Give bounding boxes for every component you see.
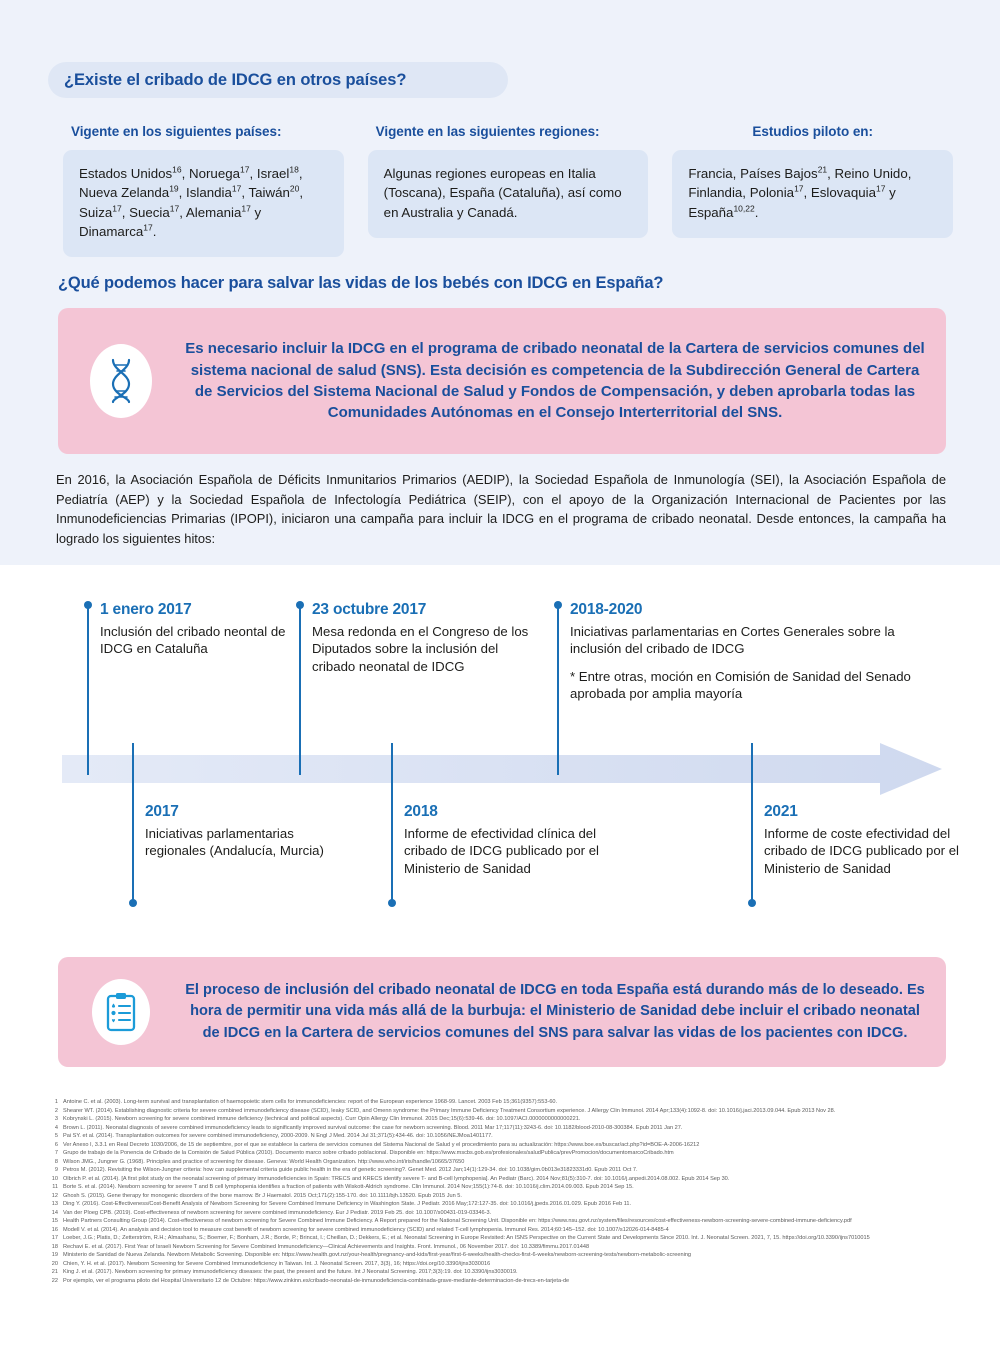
reference-text: Brown L. (2011). Neonatal diagnosis of severe combined immunodeficiency leads to significantly improved survival outcome: the case for newborn screening. Blood. 2011 Mar 17;117(11):3243-6. doi: 10.1182/blood-2010-08-300384. Epub 2011 Jan 27. — [63, 1124, 683, 1131]
timeline-top-item-2 — [300, 601, 530, 675]
reference-text: Loeber, J.G.; Platis, D.; Zetterström, R.H.; Almashanu, S.; Boemer, F.; Bonham, J.R.; Borde, P.; Brincat, I.; Cheillan, D.; Dekkers, E.; et al. Neonatal Screening in Europe Revisited: An ISNS Perspective on the Current State and Developments Since 2010. Int. J. Neonatal Screen. 2021, 7, 15. https://doi.org/10.3390/ijns7010015 — [63, 1235, 870, 1241]
column-box — [368, 150, 649, 238]
reference-text: Wilson JMG., Jungner G. (1968). Principles and practice of screening for disease. Geneva: World Health Organization. http://www.who.int/iris/handle/10665/37650 — [63, 1158, 465, 1165]
reference-number: 22 — [51, 1277, 58, 1284]
reference-text: Ghosh S. (2015). Gene therapy for monogenic disorders of the bone marrow. Br J Haematol. 2015 Oct;171(2):155-170. doi: 10.1111/bjh.13520. Epub 2015 Jun 5. — [63, 1192, 462, 1199]
reference-number: 4 — [54, 1124, 58, 1131]
campaign-paragraph: En 2016, la Asociación Española de Déficits Inmunitarios Primarios (AEDIP), la Sociedad Española de Inmunología (SEI), la Asociación Española de Pediatría (AEP) y la Sociedad Española de Infectología Pediátrica (SEIP), con el apoyo de la Organización Internacional de Pacientes por las Inmunodeficiencias Primarias (IPOPI), iniciaron una campaña para incluir la IDCG en el programa de cribado neonatal. Desde entonces, la campaña ha logrado los siguientes hitos: — [56, 472, 946, 546]
timeline-item-desc: Inclusión del cribado neontal de IDCG en Cataluña — [100, 624, 286, 657]
column-title: Estudios piloto en: — [752, 124, 873, 139]
timeline-top-item-1 — [88, 601, 288, 658]
reference-text: Pai SY. et al. (2014). Transplantation outcomes for severe combined immunodeficiency, 2000-2009. N Engl J Med. 2014 Jul 31;371(5):434-46. doi: 10.1056/NEJMoa1401177. — [63, 1133, 493, 1139]
reference-number: 12 — [51, 1192, 58, 1199]
banner-text: El proceso de inclusión del cribado neonatal de IDCG en toda España está durando más de lo deseado. Es hora de permitir una vida más allá de la burbuja: el Ministerio de Sanidad debe incluir el cribado neonatal de IDCG en la Cartera de servicios comunes del SNS para salvar las vidas de los pacientes con IDCG. — [185, 982, 925, 1041]
timeline-item-note: * Entre otras, moción en Comisión de Sanidad del Senado aprobada por amplia mayoría — [570, 668, 911, 702]
reference-text: Ding Y. (2016). Cost-Effectiveness/Cost-Benefit Analysis of Newborn Screening for Severe Combined Immune Deficiency in Washington State. J Pediatr. 2016 May;172:127-35. doi: 10.1016/j.jpeds.2016.01.029. Epub 2016 Feb 11. — [63, 1201, 632, 1207]
reference-text: Van der Ploeg CPB. (2019). Cost-effectiveness of newborn screening for severe combined immunodeficiency. Eur J Pediatr. 2019 Feb 25. doi: 10.1007/s00431-019-03346-3. — [63, 1209, 492, 1216]
timeline-top-item-3 — [558, 601, 948, 703]
reference-item — [50, 1243, 970, 1252]
reference-item — [50, 1132, 970, 1141]
reference-text: Kobrynski L. (2015). Newborn screening for severe combined immune deficiency (technical and political aspects). Curr Opin Allergy Clin Immunol. 2015 Dec;15(6):539-46. doi: 10.1097/ACI.0000000000000221. — [63, 1116, 581, 1122]
reference-number: 1 — [54, 1099, 58, 1105]
reference-item — [50, 1115, 970, 1124]
reference-number: 6 — [54, 1141, 58, 1148]
timeline-item-body — [752, 785, 962, 877]
reference-item — [50, 1183, 970, 1192]
timeline-item-year: 2021 — [764, 803, 798, 820]
reference-number: 16 — [51, 1226, 58, 1233]
reference-text: Ver Anexo I, 3.3.1 en Real Decreto 1030/2006, de 15 de septiembre, por el que se establece la cartera de servicios comunes del Sistema Nacional de Salud y el procedimiento para su actualización: https://www.boe.es/buscar/act.php?id=BOE-A-2006-16212 — [63, 1141, 700, 1148]
timeline-item-body — [558, 601, 948, 703]
reference-number: 9 — [54, 1167, 58, 1173]
column-box — [63, 150, 344, 257]
timeline-stem — [87, 605, 89, 775]
timeline-item-desc: Iniciativas parlamentarias regionales (Andalucía, Murcia) — [145, 826, 324, 859]
section-action-heading: ¿Qué podemos hacer para salvar las vidas de los bebés con IDCG en España? — [58, 274, 664, 292]
reference-number: 19 — [51, 1252, 58, 1258]
column-body: Francia, Países Bajos$^{21}$, Reino Unido, Finlandia, Polonia$^{17}$, Eslovaquia$^{17}$ y España$^{10,22}$. — [688, 164, 912, 220]
reference-number: 17 — [51, 1235, 58, 1241]
reference-item — [50, 1124, 970, 1133]
timeline-item-desc: Mesa redonda en el Congreso de los Diputados sobre la inclusión del cribado neonatal de IDCG — [312, 624, 529, 674]
reference-item — [50, 1260, 970, 1269]
icon-oval-background — [90, 344, 152, 418]
reference-text: Health Partners Consulting Group (2014). Cost-effectiveness of newborn screening for Severe Combined Immune Deficiency. A Report prepared for the National Screening Unit. Disponible en: https://www.nsu.govt.nz/system/files/resources/cost-effectiveness-newborn-screening-severe-combined-immune-deficiency.pdf — [63, 1218, 852, 1224]
timeline-item-body — [392, 785, 622, 877]
reference-number: 7 — [54, 1150, 58, 1156]
reference-item — [50, 1158, 970, 1167]
timeline-stem — [557, 605, 559, 775]
banner-icon-container — [58, 344, 184, 418]
reference-text: King J. et al. (2017). Newborn screening for primary immunodeficiency diseases: the past, the present and the future. Int J Neonatal Screening. 2017;3(3):19. doi: 10.3390/ijns3030019. — [63, 1269, 518, 1275]
reference-item — [50, 1166, 970, 1175]
reference-item — [50, 1234, 970, 1243]
reference-item — [50, 1141, 970, 1150]
timeline-stem — [391, 743, 393, 903]
column-body: Algunas regiones europeas en Italia (Toscana), España (Cataluña), así como en Australia y Canadá. — [383, 166, 622, 220]
reference-text: Antoine C. et al. (2003). Long-term survival and transplantation of haemopoietic stem cells for immunodeficiencies: report of the European experience 1968-99. Lancet. 2003 Feb 15;361(9357):553-60. — [63, 1099, 558, 1105]
reference-item — [50, 1251, 970, 1260]
timeline-stem — [299, 605, 301, 775]
reference-number: 13 — [51, 1201, 58, 1207]
reference-number: 18 — [51, 1243, 58, 1250]
references-list — [50, 1098, 970, 1285]
reference-item — [50, 1175, 970, 1184]
icon-oval-background — [92, 979, 150, 1045]
reference-item — [50, 1149, 970, 1158]
column-body: Estados Unidos$^{16}$, Noruega$^{17}$, Israel$^{18}$, Nueva Zelanda$^{19}$, Islandia$^{17}$, Taiwán$^{20}$, Suiza$^{17}$, Suecia$^{17}$, Alemania$^{17}$ y Dinamarca$^{17}$. — [79, 164, 304, 239]
timeline — [0, 565, 1000, 955]
reference-text: Petros M. (2012). Revisiting the Wilson-Jungner criteria: how can supplemental criteria guide public health in the era of genetic screening?. Genet Med. 2012 Jan;14(1):129-34. doi: 10.1038/gim.0b013e31823331d0. Epub 2011 Oct 7. — [63, 1167, 638, 1173]
reference-text: Borte S. et al. (2014). Newborn screening for severe T and B cell lymphopenia identifies a fraction of patients with Wiskott-Aldrich syndrome. Clin Immunol. 2014 Nov;155(1):74-8. doi: 10.1016/j.clim.2014.09.003. Epub 2014 Sep 15. — [63, 1184, 634, 1190]
reference-item — [50, 1192, 970, 1201]
timeline-item-year: 2018-2020 — [570, 601, 643, 618]
dna-icon — [104, 357, 138, 405]
reference-item — [50, 1277, 970, 1286]
countries-columns — [63, 124, 953, 257]
reference-number: 21 — [51, 1269, 58, 1275]
timeline-stem — [751, 743, 753, 903]
reference-number: 2 — [54, 1107, 58, 1114]
timeline-item-desc: Informe de coste efectividad del cribado de IDCG publicado por el Ministerio de Sanidad — [764, 826, 959, 876]
reference-number: 20 — [51, 1260, 58, 1267]
reference-item — [50, 1268, 970, 1277]
reference-number: 15 — [51, 1218, 58, 1224]
reference-number: 5 — [54, 1133, 58, 1139]
reference-text: Olbrich P. et al. (2014). [A first pilot study on the neonatal screening of primary immunodeficiencies in Spain: TRECS and KRECS identify severe T- and B-cell lymphopenia]. An Pediatr (Barc). 2014 Nov;81(5):310-7. doi: 10.1016/j.anpedi.2014.08.002. Epub 2014 Sep 30. — [63, 1175, 730, 1182]
reference-text: Por ejemplo, ver el programa piloto del Hospital Universitario 12 de Octubre: https://www.zinkinn.es/cribado-neonatal-de-inmunodeficiencia-combinada-grave-mediante-determinacion-de-trecs-en-tarjeta-de — [63, 1277, 570, 1284]
reference-number: 11 — [52, 1184, 58, 1190]
clipboard-checklist-icon — [105, 992, 137, 1032]
reference-text: Shearer WT. (2014). Establishing diagnostic criteria for severe combined immunodeficiency disease (SCID), leaky SCID, and Omenn syndrome: the Primary Immune Deficiency Treatment Consortium experience. J Allergy Clin Immunol. 2014 Apr;133(4):1092-8. doi: 10.1016/j.jaci.2013.09.044. Epub 2013 Nov 28. — [63, 1107, 836, 1114]
reference-text: Ministerio de Sanidad de Nueva Zelanda. Newborn Metabolic Screening. Disponible en: https://www.health.govt.nz/your-health/pregnancy-and-kids/first-year/first-6-weeks/health-checks-first-6-weeks/newborn-screening-tests/newborn-metabolic-screening — [63, 1252, 692, 1258]
timeline-item-year: 23 octubre 2017 — [312, 601, 427, 618]
reference-number: 3 — [54, 1116, 58, 1122]
timeline-item-year: 2017 — [145, 803, 179, 820]
reference-number: 10 — [51, 1175, 58, 1182]
reference-item — [50, 1098, 970, 1107]
timeline-item-desc: Informe de efectividad clínica del cribado de IDCG publicado por el Ministerio de Sanidad — [404, 826, 599, 876]
section-countries-heading-text: ¿Existe el cribado de IDCG en otros países? — [64, 70, 407, 89]
column-vigente-regiones — [368, 124, 649, 257]
column-title: Vigente en los siguientes países: — [71, 124, 282, 139]
reference-text: Modell V. et al. (2014). An analysis and decision tool to measure cost benefit of newborn screening for severe combined immunodeficiency (SCID) and related T-cell lymphopenia. Immunol Res. 2014;60:145–152. doi: 10.1007/s12026-014-8485-4 — [63, 1226, 669, 1233]
reference-item — [50, 1209, 970, 1218]
timeline-item-year: 1 enero 2017 — [100, 601, 192, 618]
reference-text: Chien, Y. H. et al. (2017). Newborn Screening for Severe Combined Immunodeficiency in Taiwan. Int. J. Neonatal Screen. 2017, 3(3), 16; https://doi.org/10.3390/ijns3030016 — [63, 1260, 491, 1267]
call-to-action-banner — [58, 308, 946, 454]
reference-item — [50, 1200, 970, 1209]
timeline-stem — [132, 743, 134, 903]
timeline-item-body — [88, 601, 288, 658]
timeline-bottom-item-2 — [392, 785, 622, 877]
timeline-dot — [129, 899, 137, 907]
timeline-dot — [388, 899, 396, 907]
closing-banner — [58, 957, 946, 1067]
section-countries-heading — [48, 62, 508, 98]
reference-number: 14 — [51, 1209, 58, 1216]
column-vigente-paises — [63, 124, 344, 257]
reference-item — [50, 1107, 970, 1116]
column-title: Vigente en las siguientes regiones: — [375, 124, 600, 139]
timeline-bottom-item-3 — [752, 785, 962, 877]
timeline-dot — [748, 899, 756, 907]
reference-item — [50, 1226, 970, 1235]
timeline-bottom-item-1 — [133, 785, 343, 860]
reference-number: 8 — [54, 1158, 58, 1165]
banner-icon-container — [58, 979, 184, 1045]
timeline-item-body — [133, 785, 343, 860]
column-estudios-piloto — [672, 124, 953, 257]
timeline-item-year: 2018 — [404, 803, 438, 820]
timeline-item-desc: Iniciativas parlamentarias en Cortes Generales sobre la inclusión del cribado de IDCG — [570, 624, 895, 657]
reference-text: Rechavi E. et al. (2017). First Year of Israeli Newborn Screening for Severe Combined Immunodeficiency—Clinical Achievements and Insights. Front. Immunol., 06 November 2017. doi: 10.3389/fimmu.2017.01448 — [63, 1243, 590, 1250]
reference-text: Grupo de trabajo de la Ponencia de Cribado de la Comisión de Salud Pública (2010). Documento marco sobre cribado poblacional. Disponible en: https://www.mscbs.gob.es/profesionales/saludPublica/prevPromocion/documentomarcoCribado.htm — [63, 1150, 674, 1156]
timeline-item-body — [300, 601, 530, 675]
reference-item — [50, 1217, 970, 1226]
column-box — [672, 150, 953, 238]
banner-text: Es necesario incluir la IDCG en el programa de cribado neonatal de la Cartera de servicios comunes del sistema nacional de salud (SNS). Esta decisión es competencia de la Subdirección General de Cartera de Servicios del Sistema Nacional de Salud y Fondos de Compensación, y deben aprobarla todas las Comunidades Autónomas en el Consejo Interterritorial del SNS. — [185, 340, 925, 422]
